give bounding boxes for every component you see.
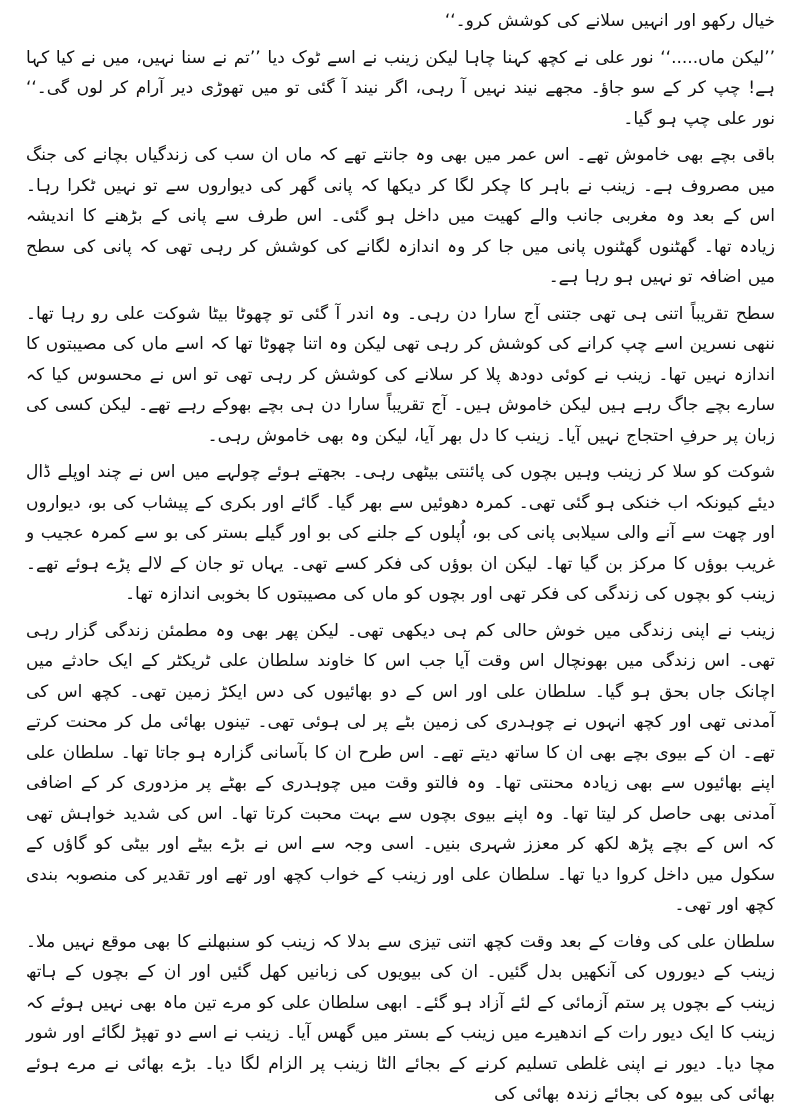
paragraph-1: خیال رکھو اور انہیں سلانے کی کوشش کرو۔‘‘ (444, 11, 775, 31)
paragraph-6: زینب نے اپنی زندگی میں خوش حالی کم ہی دیکھی تھی۔ لیکن پھر بھی وہ مطمئن زندگی گزار رہی تھی۔ اس زندگی میں بھونچال اس وقت آیا جب اس کا خاوند سلطان علی ٹریکٹر کے ایک حادثے میں اچانک جاں بحق ہو گیا۔ سلطان علی اور اس کے دو بھائیوں کی دس ایکڑ زمین تھی۔ کچھ اس کی آمدنی تھی اور کچھ انہوں نے چوہدری کی زمین بٹے پر لی ہوئی تھی۔ تینوں بھائی مل کر محنت کرتے تھے۔ ان کے بیوی بچے بھی ان کا ساتھ دیتے تھے۔ اس طرح ان کا بآسانی گزارہ ہو جاتا تھا۔ سلطان علی اپنے بھائیوں سے بھی زیادہ محنتی تھا۔ وہ فالتو وقت میں چوہدری کے بھٹے پر مزدوری کر کے اضافی آمدنی بھی حاصل کر لیتا تھا۔ وہ اپنے بیوی بچوں سے بہت محبت کرتا تھا۔ اس کی شدید خواہش تھی کہ اس کے بچے پڑھ لکھ کر معزز شہری بنیں۔ اسی وجہ سے اس نے بڑے بیٹے اور بیٹی کو گاؤں کے سکول میں داخل کروا دیا تھا۔ سلطان علی اور زینب کے خواب کچھ اور تھے اور تقدیر کی منصوبہ بندی کچھ اور تھی۔ (26, 620, 775, 915)
paragraph-5: شوکت کو سلا کر زینب وہیں بچوں کی پائنتی بیٹھی رہی۔ بجھتے ہوئے چولہے میں اس نے چند اوپلے ڈال دیئے کیونکہ اب خنکی ہو گئی تھی۔ کمرہ دھوئیں سے بھر گیا۔ گائے اور بکری کے پیشاب کی بو، دیواروں اور چھت سے آنے والی سیلابی پانی کی بو، اُپلوں کے جلنے کی بو اور گیلے بستر کی بو سے کمرہ عجیب و غریب بوؤں کا مرکز بن گیا تھا۔ لیکن ان بوؤں کی فکر کسے تھی۔ یہاں تو جان کے لالے پڑے ہوئے تھے۔ زینب کو بچوں کی زندگی کی فکر تھی اور بچوں کو ماں کی مصیبتوں کا بخوبی اندازہ تھا۔ (26, 462, 775, 604)
paragraph-2: ’’لیکن ماں.....‘‘ نور علی نے کچھ کہنا چاہا لیکن زینب نے اسے ٹوک دیا ’’تم نے سنا نہیں، میں نے کیا کہا ہے! چپ کر کے سو جاؤ۔ مجھے نیند نہیں آ رہی، اگر نیند آ گئی تو میں تھوڑی دیر آرام کر لوں گی۔‘‘ نور علی چپ ہو گیا۔ (26, 47, 775, 129)
paragraph-4: سطح تقریباً اتنی ہی تھی جتنی آج سارا دن رہی۔ وہ اندر آ گئی تو چھوٹا بیٹا شوکت علی رو رہا تھا۔ ننھی نسرین اسے چپ کرانے کی کوشش کر رہی تھی لیکن وہ اتنا چھوٹا تھا کہ اسے ماں کی مصیبتوں کا اندازہ نہیں تھا۔ زینب نے کوئی دودھ پلا کر سلانے کی کوشش کر رہی تھی تو اس نے محسوس کیا کہ سارے بچے جاگ رہے ہیں لیکن خاموش ہیں۔ آج تقریباً سارا دن ہی بچے بھوکے رہے تھے۔ لیکن کسی کی زبان پر حرفِ احتجاج نہیں آیا۔ زینب کا دل بھر آیا، لیکن وہ بھی خاموش رہی۔ (26, 303, 775, 446)
paragraph-3: باقی بچے بھی خاموش تھے۔ اس عمر میں بھی وہ جانتے تھے کہ ماں ان سب کی زندگیاں بچانے کی جنگ میں مصروف ہے۔ زینب نے باہر کا چکر لگا کر دیکھا کہ پانی گھر کی دیواروں سے تو نہیں ٹکرا رہا۔ اس کے بعد وہ مغربی جانب والے کھیت میں داخل ہو گئی۔ اس طرف سے پانی کے بڑھنے کا اندیشہ زیادہ تھا۔ گھٹنوں گھٹنوں پانی میں جا کر وہ اندازہ لگانے کی کوشش کر رہی تھی کہ پانی کی سطح میں اضافہ تو نہیں ہو رہا ہے۔ (26, 145, 775, 287)
paragraph-7: سلطان علی کی وفات کے بعد وقت کچھ اتنی تیزی سے بدلا کہ زینب کو سنبھلنے کا بھی موقع نہیں ملا۔ زینب کے دیوروں کی آنکھیں بدل گئیں۔ ان کی بیویوں کی زبانیں کھل گئیں اور ان کے بچوں کے ہاتھ زینب کے بچوں پر ستم آزمائی کے لئے آزاد ہو گئے۔ ابھی سلطان علی کو مرے تین ماہ بھی نہیں ہوئے کہ زینب کا ایک دیور رات کے اندھیرے میں زینب کے بستر میں گھس آیا۔ زینب نے اسے دو تھپڑ لگائے اور شور مچا دیا۔ دیور نے اپنی غلطی تسلیم کرنے کے بجائے الٹا زینب پر الزام لگا دیا۔ بڑے بھائی نے مرے ہوئے بھائی کی بیوہ کی بجائے زندہ بھائی کی (26, 931, 775, 1104)
